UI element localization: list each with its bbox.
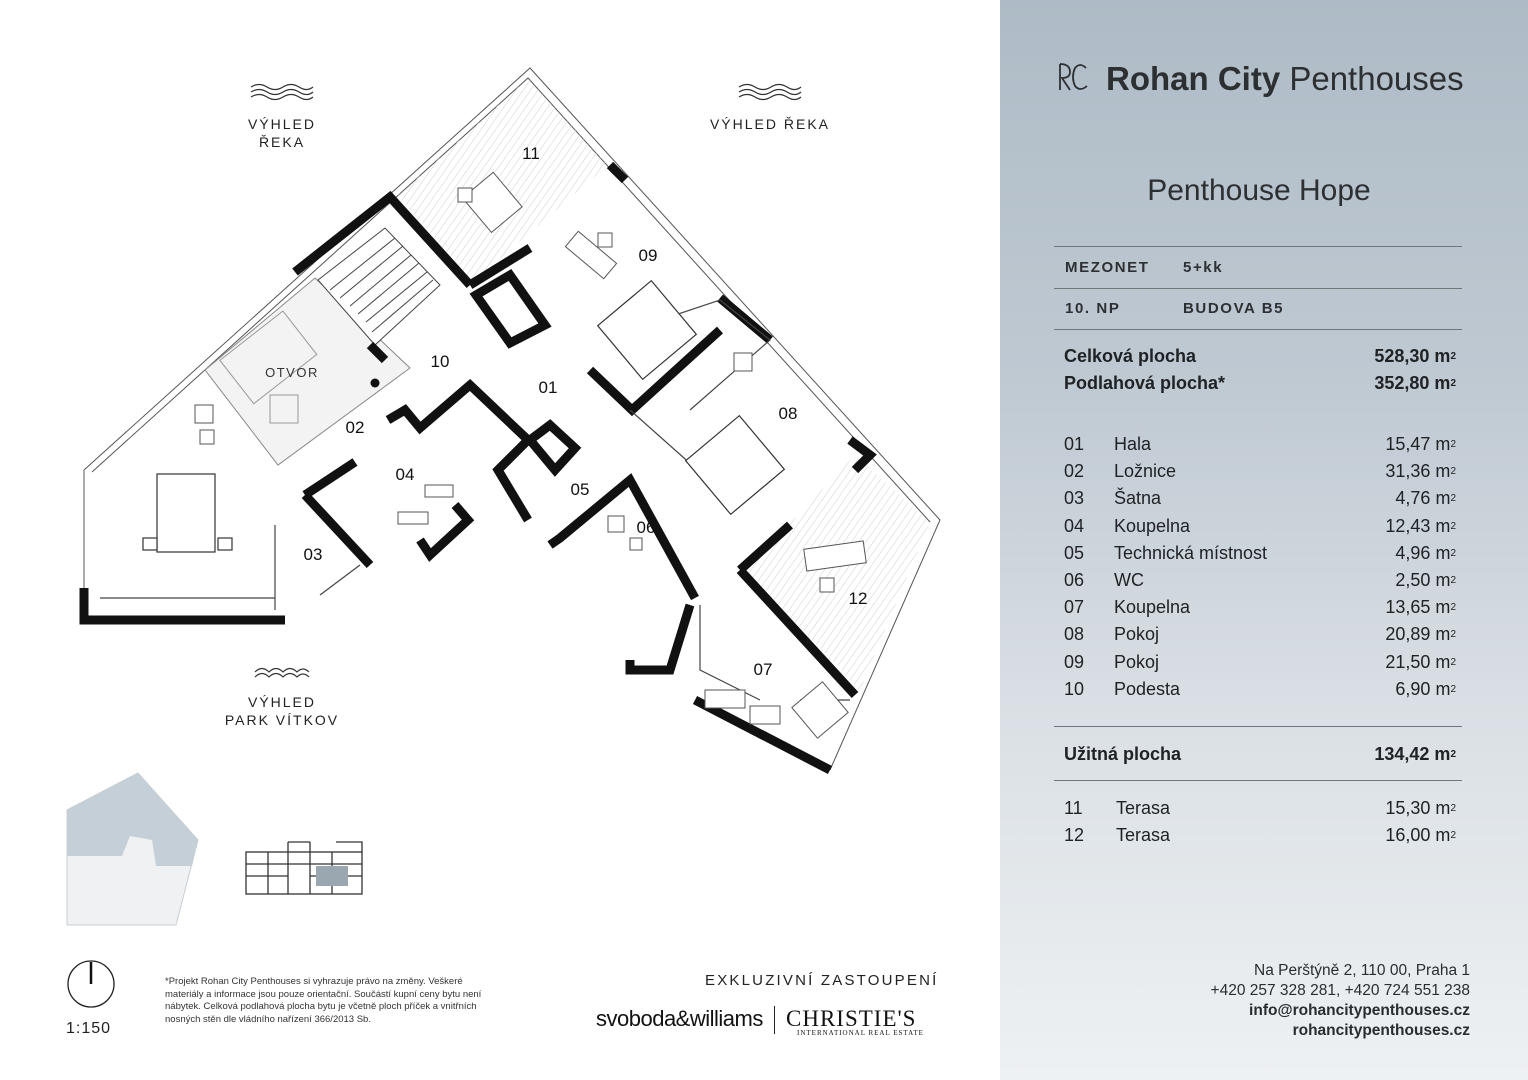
column-marker (371, 379, 380, 388)
total-area-label: Celková plocha (1064, 346, 1197, 366)
area-row-value: 16,00 $m^2$ (1385, 825, 1456, 845)
area-row-value: 15,47 $m^2$ (1385, 434, 1456, 454)
rohan-logo-icon (1056, 60, 1090, 94)
room-label-03: 03 (303, 545, 323, 564)
room-label-06: 06 (636, 518, 656, 537)
area-row-name: Pokoj (1114, 624, 1160, 645)
unit-title: Penthouse Hope (1147, 174, 1371, 207)
building-section-key (240, 834, 370, 900)
area-row-number: 10 (1064, 678, 1085, 699)
room-label-02: 02 (345, 418, 365, 437)
brand-divider (774, 1006, 775, 1034)
view-river-right: VÝHLED ŘEKA (709, 116, 831, 132)
area-row-name: Koupelna (1114, 515, 1191, 536)
view-river-left: VÝHLED ŘEKA (247, 116, 317, 150)
location-keymap (60, 770, 210, 930)
svoboda-williams-logo: svoboda&williams (596, 1006, 763, 1031)
area-row-number: 12 (1064, 825, 1085, 845)
area-row-name: Koupelna (1114, 597, 1191, 618)
area-row-number: 11 (1064, 798, 1083, 818)
usable-area-label: Užitná plocha (1064, 744, 1182, 764)
area-row-value: 13,65 $m^2$ (1385, 597, 1456, 618)
usable-area-value: 134,42 $m^2$ (1374, 744, 1456, 764)
total-area-value: 528,30 $m^2$ (1374, 346, 1456, 366)
disclaimer-text: *Projekt Rohan City Penthouses si vyhrazuje právo na změny. Veškeré materiály a informace jsou pouze orientační. Součástí kupní ceny bytu není nábytek. Celková podlahová plocha bytu je včetně ploch příček a vnitřních nosných stěn dle vládního nařízení 366/2013 Sb. (165, 976, 482, 1025)
area-row-name: WC (1114, 570, 1144, 590)
unit-type-label: MEZONET (1065, 259, 1150, 276)
area-row-name: Podesta (1114, 678, 1181, 699)
area-row-number: 09 (1064, 651, 1085, 672)
unit-building: BUDOVA B5 (1183, 300, 1285, 317)
divider (1054, 288, 1462, 289)
area-row-name: Hala (1114, 434, 1152, 454)
area-row-name: Technická místnost (1114, 542, 1268, 563)
area-row-value: 4,76 $m^2$ (1395, 488, 1456, 509)
room-label-11: 11 (522, 144, 540, 163)
christies-logo-sub: INTERNATIONAL REAL ESTATE (797, 1029, 924, 1037)
contact-email[interactable]: info@rohancitypenthouses.cz (1249, 1002, 1470, 1019)
area-row-value: 21,50 $m^2$ (1385, 651, 1456, 672)
area-row-number: 04 (1064, 515, 1085, 536)
brand-title-bold: Rohan City (1106, 60, 1281, 97)
room-label-10: 10 (430, 352, 450, 371)
area-row-value: 20,89 $m^2$ (1385, 624, 1456, 645)
room-label-12: 12 (848, 589, 868, 608)
unit-floor: 10. NP (1065, 300, 1121, 317)
area-row-value: 2,50 $m^2$ (1395, 570, 1456, 590)
area-row-value: 31,36 $m^2$ (1385, 461, 1456, 482)
area-row-number: 08 (1064, 624, 1085, 645)
area-row-value: 12,43 $m^2$ (1385, 515, 1456, 536)
room-label-08: 08 (778, 404, 798, 423)
brand-title (1106, 60, 1464, 98)
area-row-name: Terasa (1116, 825, 1171, 845)
contact-address: Na Perštýně 2, 110 00, Praha 1 (1254, 962, 1470, 979)
info-panel (1000, 0, 1528, 1080)
divider (1054, 726, 1462, 727)
area-row-value: 15,30 $m^2$ (1385, 798, 1456, 818)
terrace-12 (745, 455, 930, 690)
view-park-line1: VÝHLED (247, 694, 317, 710)
room-label-09: 09 (638, 246, 658, 265)
north-arrow-icon (65, 958, 117, 1010)
area-row-value: 6,90 $m^2$ (1395, 678, 1456, 699)
brand-title-light: Penthouses (1289, 60, 1464, 97)
room-label-01: 01 (538, 378, 558, 397)
area-row-name: Terasa (1116, 798, 1171, 818)
divider (1054, 329, 1462, 330)
area-row-number: 07 (1064, 597, 1085, 618)
christies-logo: CHRISTIE'S (786, 1006, 917, 1031)
divider (1054, 780, 1462, 781)
exclusive-representation: EXKLUZIVNÍ ZASTOUPENÍ (705, 972, 939, 989)
room-label-07: 07 (753, 660, 773, 679)
floor-area-label: Podlahová plocha* (1064, 373, 1226, 393)
floor-area-value: 352,80 $m^2$ (1374, 373, 1456, 393)
scale-label: 1:150 (66, 1020, 112, 1037)
contact-web[interactable]: rohancitypenthouses.cz (1292, 1022, 1470, 1039)
area-row-value: 4,96 $m^2$ (1395, 542, 1456, 563)
unit-type-value: 5+kk (1183, 259, 1224, 276)
area-row-number: 03 (1064, 488, 1085, 509)
area-row-name: Šatna (1114, 488, 1162, 509)
divider (1054, 246, 1462, 247)
view-park-line2: PARK VÍTKOV (224, 712, 340, 728)
area-row-number: 05 (1064, 542, 1085, 563)
area-row-number: 06 (1064, 570, 1085, 590)
contact-phones: +420 257 328 281, +420 724 551 238 (1210, 982, 1470, 999)
area-row-name: Ložnice (1114, 461, 1177, 482)
area-row-number: 02 (1064, 461, 1085, 482)
area-row-number: 01 (1064, 434, 1085, 454)
floor-plan (0, 0, 1000, 800)
room-label-05: 05 (570, 480, 590, 499)
room-label-04: 04 (395, 465, 415, 484)
opening-label: OTVOR (265, 365, 319, 380)
area-row-name: Pokoj (1114, 651, 1160, 672)
